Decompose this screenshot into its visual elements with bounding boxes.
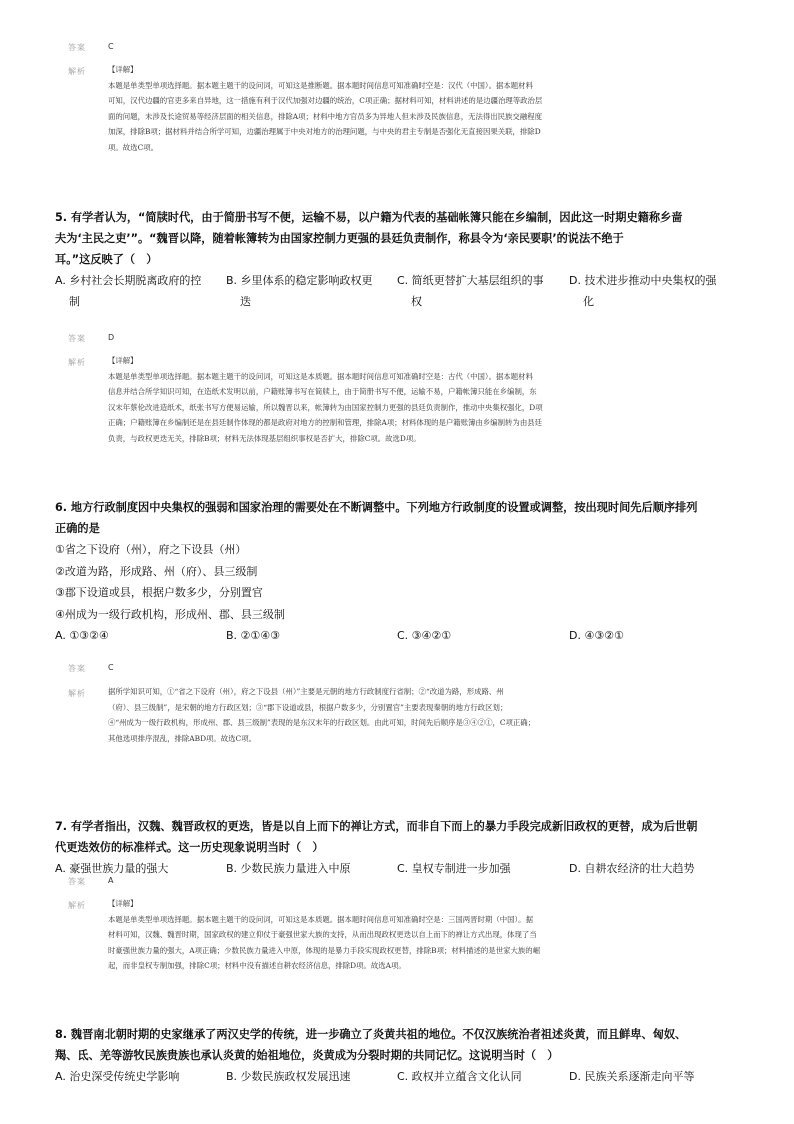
question-stem-line: 5. 有学者认为，“简牍时代，由于简册书写不便，运输不易，以户籍为代表的基础帐簿只能在乡编制，因此这一时期史籍称乡啬 [55, 211, 683, 224]
option-b[interactable]: B. 少数民族政权发展迅速 [226, 1070, 351, 1083]
analysis-line: 据所学知识可知，①“省之下设府（州），府之下设县（州）”主要是元朝的地方行政制度行省制；②“改道为路，形成路、州 [108, 687, 504, 696]
statement-item: ②改道为路，形成路、州（府）、县三级制 [55, 564, 258, 578]
answer-label: 答案 [68, 877, 86, 886]
analysis-line: 其他选项排序混乱，排除ABD项。故选C项。 [108, 733, 256, 743]
analysis-line: 加深，排除B项；据材料并结合所学可知，边疆治理属于中央对地方的治理问题，与中央的君主专制是否强化无直接因果关联，排除D [108, 127, 541, 137]
analysis-line: 本题是单类型单项选择题。据本题主题干的设问词，可知这是本质题。据本题时间信息可知准确时空是：古代（中国）。据本题材料 [108, 371, 533, 381]
analysis-line: 时豪强世族力量的强大，A项正确；少数民族力量进入中原，体现的是暴力手段实现政权更替，排除B项；材料描述的是世家大族的崛 [108, 945, 541, 955]
options-row [55, 1066, 745, 1088]
option-a[interactable]: A. 治史深受传统史学影响 [55, 1070, 180, 1083]
analysis-text [108, 62, 738, 156]
analysis-label: 解析 [68, 689, 86, 698]
option-c[interactable]: C. ③④②① [397, 629, 452, 642]
answer-value: A [108, 876, 114, 885]
question-stem-line: 6. 地方行政制度因中央集权的强弱和国家治理的需要处在不断调整中。下列地方行政制度的设置或调整，按出现时间先后顺序排列 [55, 501, 698, 514]
analysis-title: 【详解】 [108, 899, 138, 908]
option-d[interactable]: D. 技术进步推动中央集权的强 化 [569, 274, 717, 308]
option-b[interactable]: B. ②①④③ [226, 629, 280, 642]
option-d[interactable]: D. ④③②① [569, 629, 624, 642]
option-a[interactable]: A. 乡村社会长期脱离政府的控 制 [55, 274, 202, 308]
question-stem-line: 羯、氐、羌等游牧民族贵族也承认炎黄的始祖地位，炎黄成为分裂时期的共同记忆。这说明当时（ ） [55, 1049, 559, 1062]
answer-value: C [108, 42, 114, 51]
option-a[interactable]: A. 豪强世族力量的强大 [55, 862, 169, 875]
answer-label: 答案 [68, 334, 86, 343]
analysis-line: 负责，与政权更迭无关，排除B项；材料无法体现基层组织事权是否扩大，排除C项。故选D项。 [108, 433, 421, 443]
question-5 [55, 207, 745, 314]
analysis-line: 正确；户籍账簿在乡编制还是在县廷制作体现的都是政府对地方的控制和管理，排除A项；材料体现的是户籍账簿由乡编制转为由县廷 [108, 418, 542, 428]
analysis-title: 【详解】 [108, 65, 138, 74]
option-a[interactable]: A. ①③②④ [55, 629, 109, 642]
analysis-line: 汉末年蔡伦改进造纸术，纸张书写方便易运输，所以魏晋以来，帐簿转为由国家控制力更强的县廷负责制作，推动中央集权强化，D项 [108, 402, 543, 412]
analysis-line: 项。故选C项。 [108, 142, 158, 152]
analysis-line: 可知，汉代边疆的官吏多来自异地，这一措施有利于汉代加强对边疆的统治，C项正确；据材料可知，材料讲述的是边疆治理等政治层 [108, 96, 543, 106]
answer-value: D [108, 333, 115, 342]
analysis-line: 面的问题，未涉及长途贸易等经济层面的相关信息，排除A项；材料中地方官员多为异地人但未涉及民族信息，无法得出民族交融程度 [108, 111, 542, 121]
analysis-text [108, 353, 738, 447]
analysis-label: 解析 [68, 67, 86, 76]
analysis-line: 本题是单类型单项选择题。据本题主题干的设问词，可知这是本质题。据本题时间信息可知准确时空是：三国两晋时期（中国）。据 [108, 914, 533, 924]
analysis-line: 本题是单类型单项选择题。据本题主题干的设问词，可知这是推断题。据本题时间信息可知准确时空是：汉代（中国）。据本题材料 [108, 80, 533, 90]
question-7 [55, 816, 745, 880]
options-row [55, 858, 745, 880]
analysis-label: 解析 [68, 901, 86, 910]
question-stem-line: 夫为‘主民之吏’”。“魏晋以降，随着帐簿转为由国家控制力更强的县廷负责制作，称县令为‘亲民要职’的说法不绝于 [55, 232, 624, 245]
question-8 [55, 1024, 745, 1088]
analysis-text [108, 684, 738, 746]
option-c[interactable]: C. 皇权专制进一步加强 [397, 862, 511, 875]
option-c[interactable]: C. 政权并立蕴含文化认同 [397, 1070, 522, 1083]
analysis-line: 信息并结合所学知识可知，在造纸术发明以前，户籍账簿书写在简牍上，由于简册书写不便，运输不易，户籍帐簿只能在乡编制，东 [108, 387, 537, 397]
analysis-text [108, 896, 738, 974]
statement-item: ①省之下设府（州），府之下设县（州） [55, 543, 247, 556]
option-b[interactable]: B. 乡里体系的稳定影响政权更 迭 [226, 274, 373, 308]
option-d[interactable]: D. 民族关系逐渐走向平等 [569, 1070, 695, 1083]
analysis-title: 【详解】 [108, 356, 138, 365]
question-stem-line: 7. 有学者指出，汉魏、魏晋政权的更迭，皆是以自上而下的禅让方式，而非自下而上的暴力手段完成新旧政权的更替，成为后世朝 [55, 820, 698, 833]
options-row [55, 270, 745, 314]
analysis-line: 起，而非皇权专制加强，排除C项；材料中没有描述自耕农经济信息，排除D项。故选A项。 [108, 961, 406, 971]
option-c[interactable]: C. 简纸更替扩大基层组织的事 权 [397, 274, 544, 308]
answer-label: 答案 [68, 664, 86, 673]
question-stem-line: 正确的是 [55, 522, 100, 535]
option-d[interactable]: D. 自耕农经济的壮大趋势 [569, 862, 695, 875]
analysis-line: （府）、县三级制”，是宋朝的地方行政区划；③“郡下设道或县，根据户数多少，分别置官”主要表现秦朝的地方行政区划； [108, 702, 508, 712]
question-6 [55, 497, 745, 647]
statement-item: ③郡下设道或县，根据户数多少，分别置官 [55, 586, 263, 599]
analysis-line: 材料可知，汉魏、魏晋时期，国家政权的建立仰仗于豪强世家大族的支持，从而出现政权更迭以自上而下的禅让方式出现，体现了当 [108, 930, 537, 940]
analysis-line: ④“州成为一级行政机构，形成州、郡、县三级制”表现的是东汉末年的行政区划。由此可知，时间先后顺序是③④②①，C项正确； [108, 718, 536, 728]
question-stem-line: 8. 魏晋南北朝时期的史家继承了两汉史学的传统，进一步确立了炎黄共祖的地位。不仅汉族统治者祖述炎黄，而且鲜卑、匈奴、 [55, 1028, 687, 1041]
answer-value: C [108, 663, 114, 672]
analysis-label: 解析 [68, 358, 86, 367]
answer-label: 答案 [68, 43, 86, 52]
statement-item: ④州成为一级行政机构，形成州、郡、县三级制 [55, 607, 285, 621]
option-b[interactable]: B. 少数民族力量进入中原 [226, 862, 351, 875]
options-row [55, 625, 745, 647]
question-stem-line: 代更迭效仿的标准样式。这一历史现象说明当时（ ） [55, 841, 324, 854]
question-stem-line: 耳。”这反映了（ ） [55, 253, 158, 266]
